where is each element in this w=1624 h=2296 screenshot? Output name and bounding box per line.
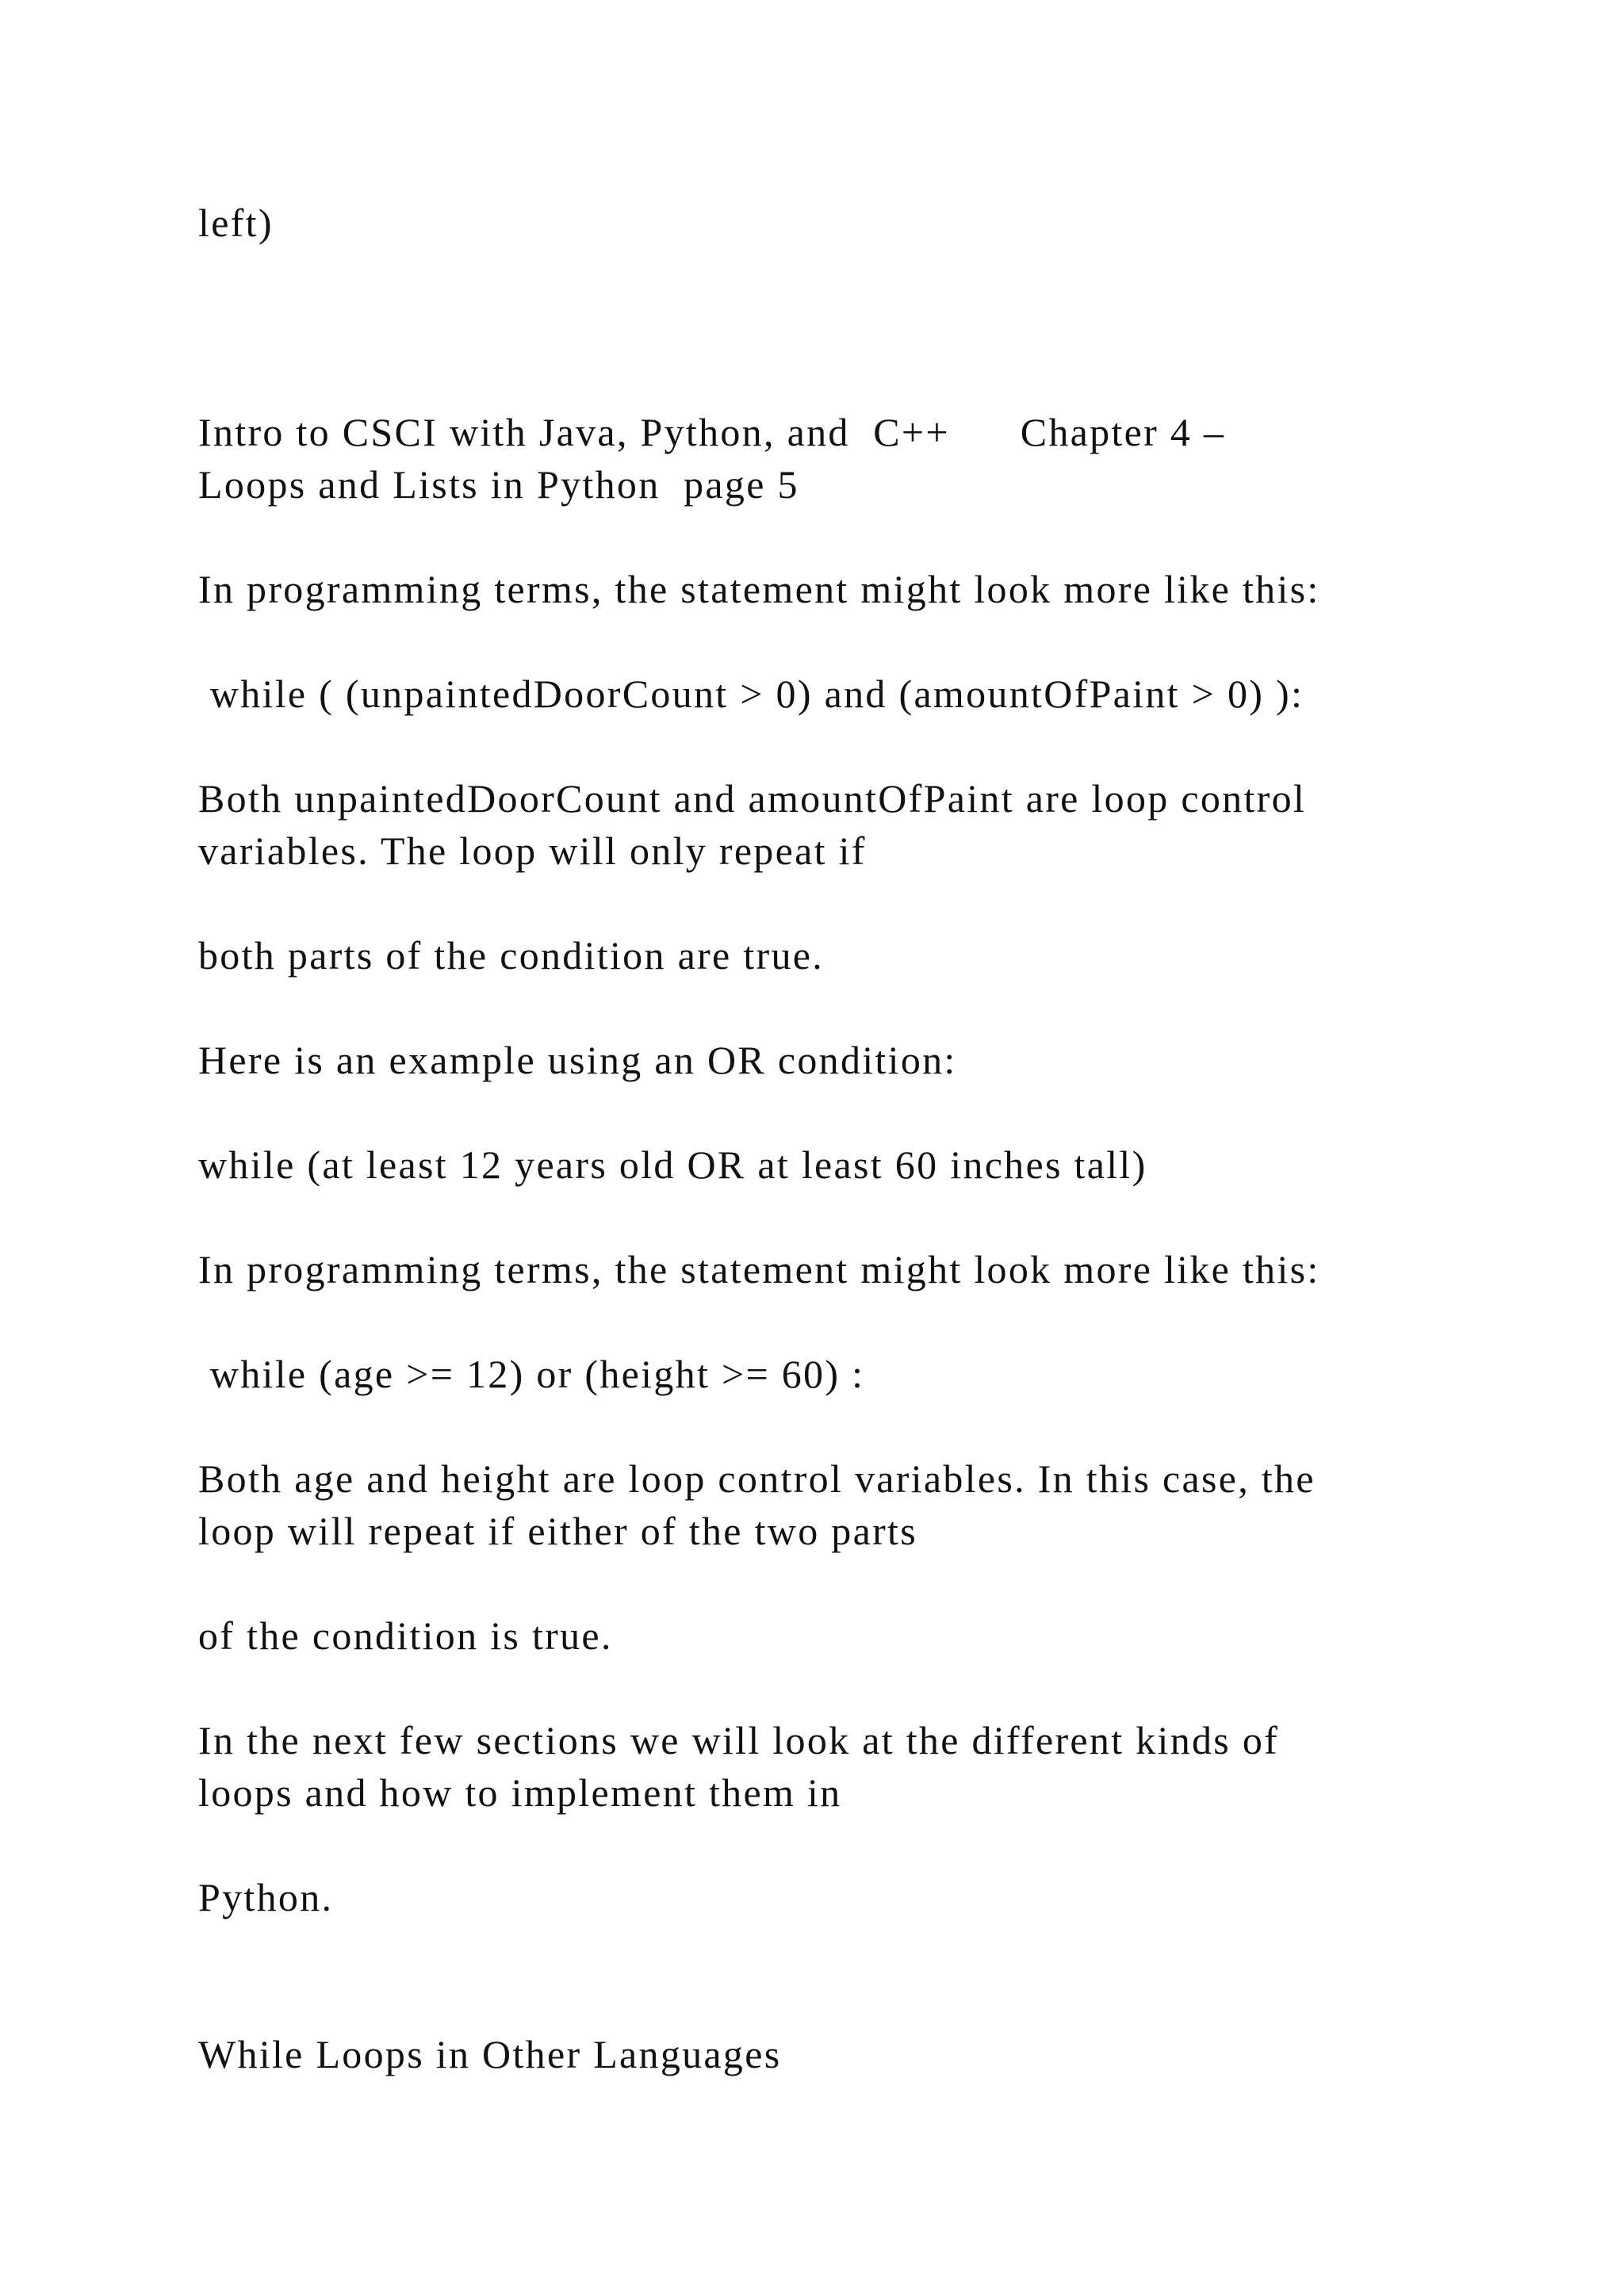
paragraph-line: Python. — [198, 1875, 334, 1919]
paragraph-line: Both age and height are loop control variables. In this case, the — [198, 1456, 1316, 1501]
paragraph-line: loop will repeat if either of the two parts — [198, 1509, 917, 1553]
code-line: while (age >= 12) or (height >= 60) : — [198, 1352, 865, 1396]
text-line-fragment: left) — [198, 201, 274, 245]
paragraph-line: of the condition is true. — [198, 1613, 613, 1658]
paragraph-line: Here is an example using an OR condition: — [198, 1038, 957, 1082]
section-heading: While Loops in Other Languages — [198, 2032, 782, 2076]
paragraph-line: In the next few sections we will look at the different kinds of — [198, 1718, 1280, 1762]
paragraph-line: In programming terms, the statement might look more like this: — [198, 1247, 1320, 1292]
running-header-line-2: Loops and Lists in Python page 5 — [198, 462, 799, 507]
paragraph-line: loops and how to implement them in — [198, 1770, 842, 1815]
code-line: while ( (unpaintedDoorCount > 0) and (amountOfPaint > 0) ): — [198, 672, 1304, 716]
paragraph-line: In programming terms, the statement might look more like this: — [198, 567, 1320, 611]
paragraph-line: Both unpaintedDoorCount and amountOfPaint are loop control — [198, 776, 1307, 821]
example-line: while (at least 12 years old OR at least 60 inches tall) — [198, 1142, 1147, 1187]
paragraph-line: variables. The loop will only repeat if — [198, 828, 867, 873]
running-header-line-1: Intro to CSCI with Java, Python, and C++ Chapter 4 – — [198, 410, 1226, 454]
paragraph-line: both parts of the condition are true. — [198, 933, 825, 978]
